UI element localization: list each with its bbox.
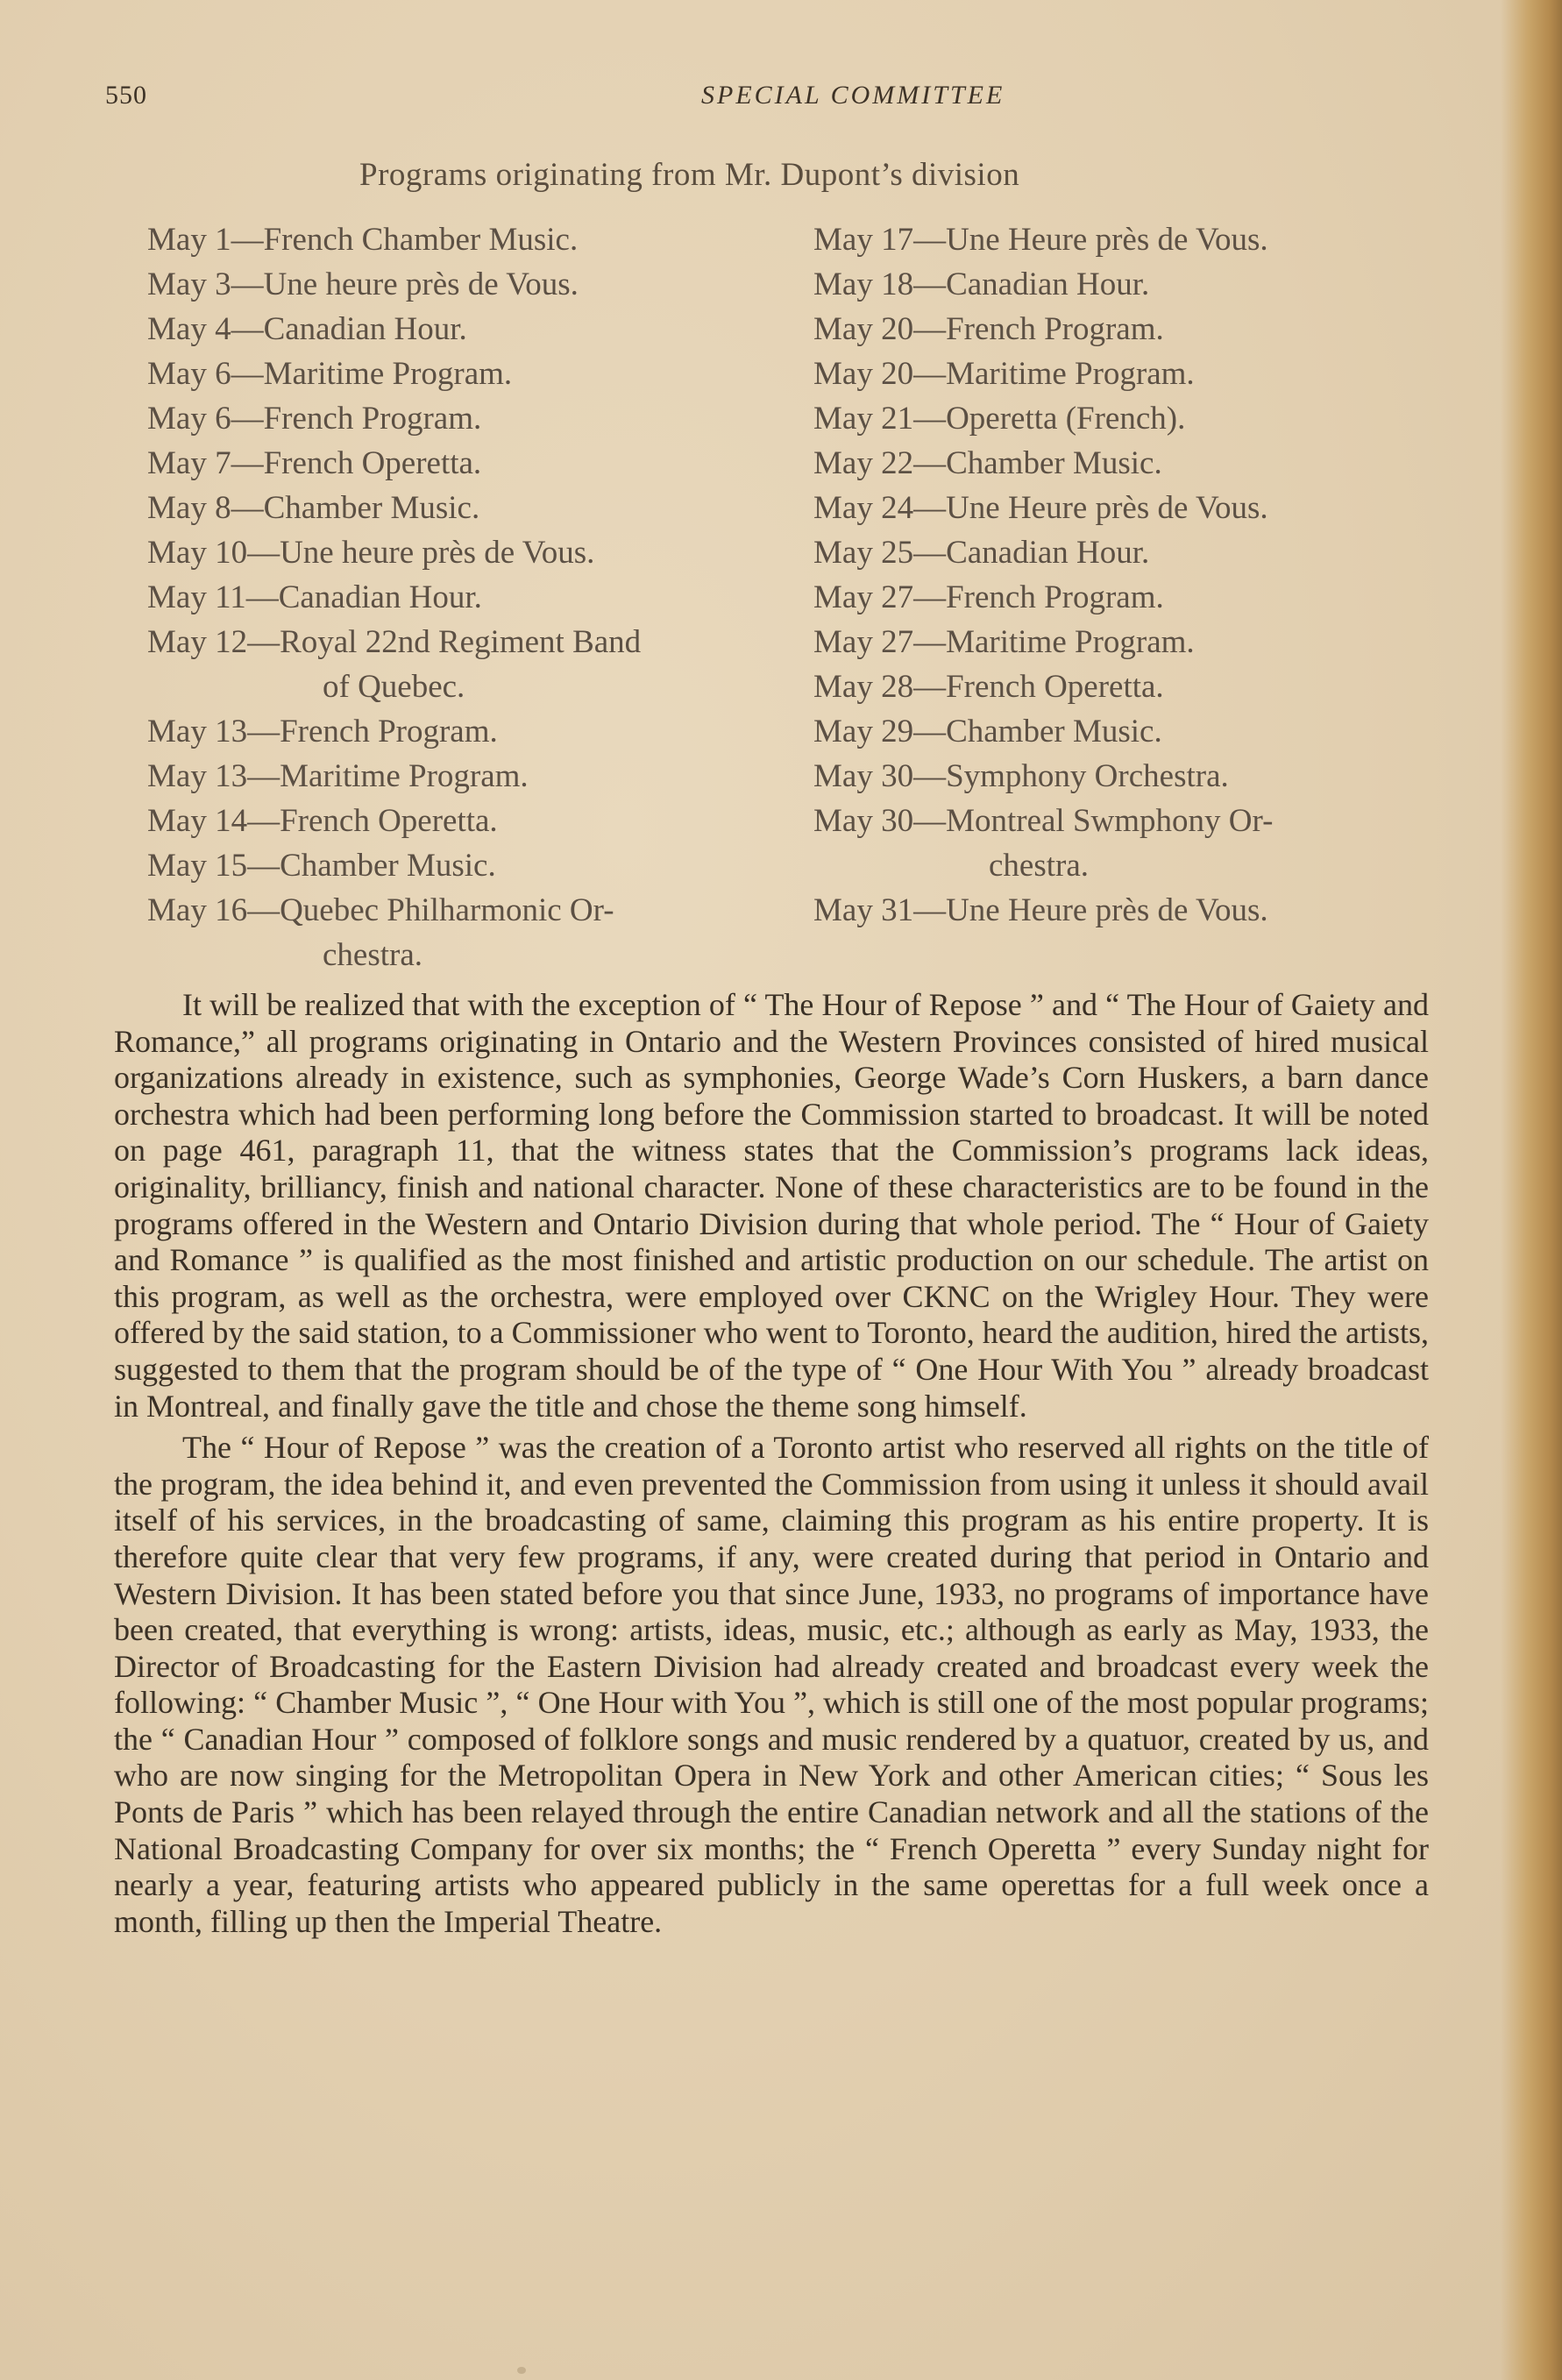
program-entry: May 10—Une heure près de Vous. xyxy=(147,535,595,571)
program-entry-continuation: chestra. xyxy=(989,848,1090,884)
program-entry-continuation: of Quebec. xyxy=(323,669,465,705)
program-entry: May 20—French Program. xyxy=(813,311,1164,347)
program-entry-continuation: chestra. xyxy=(323,937,423,973)
program-entry: May 6—French Program. xyxy=(147,401,482,437)
program-entry: May 3—Une heure près de Vous. xyxy=(147,266,579,302)
program-entry: May 22—Chamber Music. xyxy=(813,445,1162,481)
paragraph: It will be realized that with the exception of “ The Hour of Repose ” and “ The Hour of Gaiety and Romance,” all programs originating in Ontario and the Western Provinces consisted of hired musical organizations already in existence, such as symphonies, George Wade’s Corn Huskers, a barn dance orchestra which had been performing long before the Commission started to broadcast. It will be noted on page 461, paragraph 11, that the witness states that the Commission’s programs lack ideas, originality, brilliancy, finish and national character. None of these characteristics are to be found in the programs offered in the Western and Ontario Division during that whole period. The “ Hour of Gaiety and Romance ” is qualified as the most finished and artistic production on our schedule. The artist on this program, as well as the orchestra, were employed over CKNC on the Wrigley Hour. They were offered by the said station, to a Commissioner who went to Toronto, heard the audition, hired the artists, suggested to them that the program should be of the type of “ One Hour With You ” already broadcast in Montreal, and finally gave the title and chose the theme song himself. xyxy=(114,987,1429,1424)
programs-column-right xyxy=(813,217,1445,933)
program-entry: May 27—Maritime Program. xyxy=(813,624,1195,660)
program-entry: May 21—Operetta (French). xyxy=(813,401,1186,437)
running-title: SPECIAL COMMITTEE xyxy=(701,81,1005,110)
program-entry: May 16—Quebec Philharmonic Or- chestra. xyxy=(147,888,796,977)
program-entry: May 13—French Program. xyxy=(147,714,498,750)
program-entry: May 25—Canadian Hour. xyxy=(813,535,1150,571)
program-entry: May 18—Canadian Hour. xyxy=(813,266,1150,302)
program-entry: May 28—French Operetta. xyxy=(813,669,1164,705)
program-entry: May 27—French Program. xyxy=(813,579,1164,615)
program-entry: May 30—Symphony Orchestra. xyxy=(813,758,1229,794)
program-entry: May 17—Une Heure près de Vous. xyxy=(813,222,1268,258)
program-entry: May 12—Royal 22nd Regiment Band of Quebec. xyxy=(147,620,796,709)
page-edge-shadow xyxy=(1501,0,1562,2380)
program-entry: May 30—Montreal Swmphony Or- chestra. xyxy=(813,799,1445,888)
program-entry: May 1—French Chamber Music. xyxy=(147,222,579,258)
program-entry: May 29—Chamber Music. xyxy=(813,714,1162,750)
program-entry: May 13—Maritime Program. xyxy=(147,758,529,794)
page-number: 550 xyxy=(105,81,147,110)
program-entry: May 6—Maritime Program. xyxy=(147,356,513,392)
running-head xyxy=(105,81,1446,124)
paper-spot xyxy=(517,2367,526,2374)
paragraph: The “ Hour of Repose ” was the creation of a Toronto artist who reserved all rights on the title of the program, the idea behind it, and even prevented the Commission from using it unless it should avail itself of his services, in the broadcasting of same, claiming this program as his entire property. It is therefore quite clear that very few programs, if any, were created during that period in Ontario and Western Division. It has been stated before you that since June, 1933, no programs of importance have been created, that everything is wrong: artists, ideas, music, etc.; although as early as May, 1933, the Director of Broadcasting for the Eastern Division had already created and broadcast every week the following: “ Chamber Music ”, “ One Hour with You ”, which is still one of the most popular programs; the “ Canadian Hour ” composed of folklore songs and music rendered by a quatuor, created by us, and who are now singing for the Metropolitan Opera in New York and other American cities; “ Sous les Ponts de Paris ” which has been relayed through the entire Canadian network and all the stations of the National Broadcasting Company for over six months; the “ French Operetta ” every Sunday night for nearly a year, featuring artists who appeared publicly in the same operettas for a full week once a month, filling up then the Imperial Theatre. xyxy=(114,1430,1429,1939)
programs-heading: Programs originating from Mr. Dupont’s division xyxy=(359,157,1020,193)
program-entry: May 24—Une Heure près de Vous. xyxy=(813,490,1268,526)
program-entry: May 14—French Operetta. xyxy=(147,803,498,839)
body-text xyxy=(114,987,1429,1940)
program-entry: May 4—Canadian Hour. xyxy=(147,311,467,347)
program-entry: May 20—Maritime Program. xyxy=(813,356,1195,392)
programs-column-left xyxy=(147,217,796,977)
program-entry: May 7—French Operetta. xyxy=(147,445,482,481)
program-entry: May 8—Chamber Music. xyxy=(147,490,480,526)
program-entry: May 31—Une Heure près de Vous. xyxy=(813,892,1268,928)
program-entry: May 11—Canadian Hour. xyxy=(147,579,482,615)
program-entry: May 15—Chamber Music. xyxy=(147,848,496,884)
